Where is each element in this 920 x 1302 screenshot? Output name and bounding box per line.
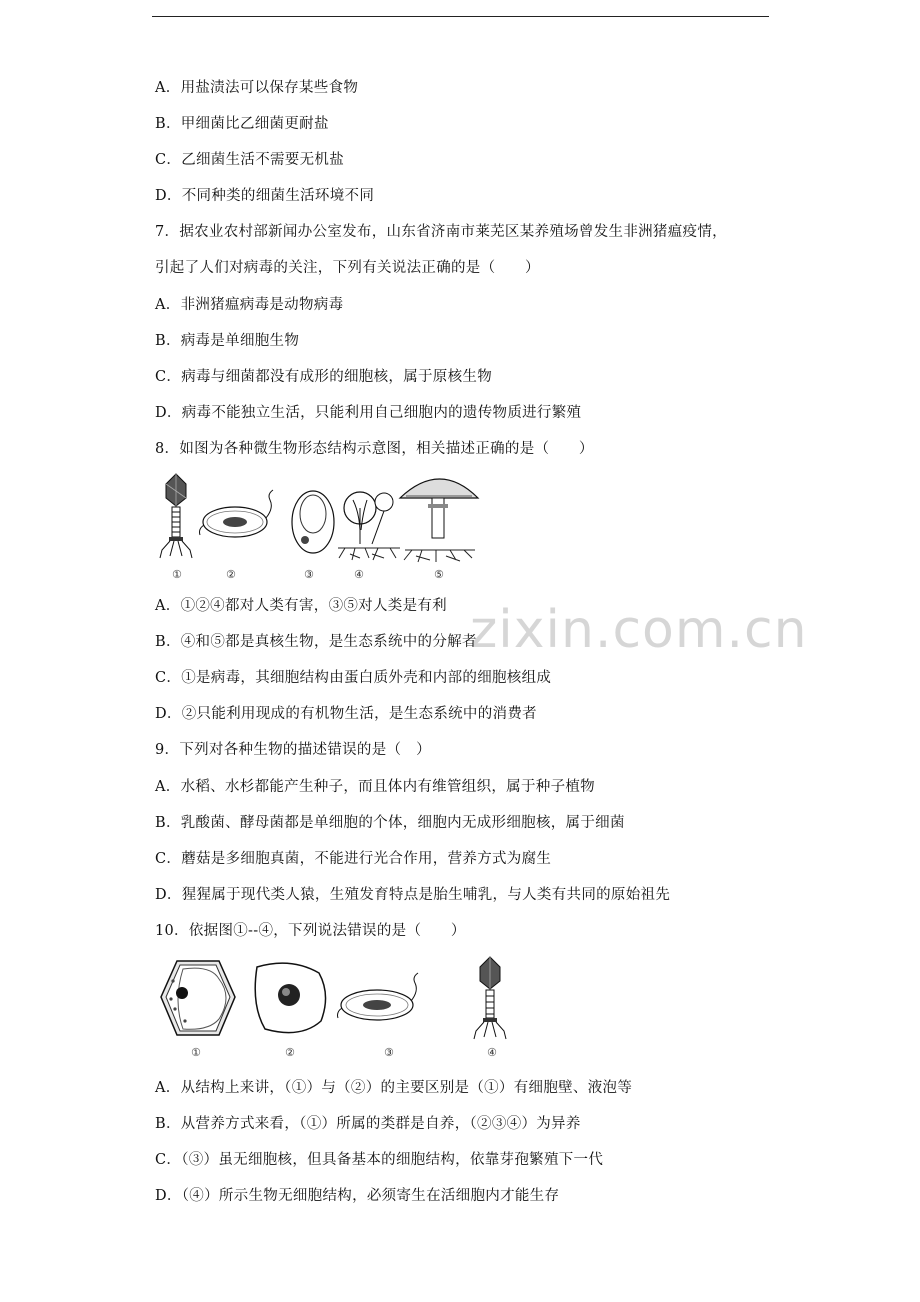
q7-option-c: C．病毒与细菌都没有成形的细胞核，属于原核生物 [155,369,492,385]
q7-stem-line1: 7．据农业农村部新闻办公室发布，山东省济南市莱芜区某养殖场曾发生非洲猪瘟疫情， [155,224,727,240]
q8-label-5: ⑤ [434,568,444,581]
q8-yeast-drawing [292,491,334,553]
q7-option-d: D．病毒不能独立生活，只能利用自己细胞内的遗传物质进行繁殖 [155,405,582,421]
q8-mold-drawing [338,492,400,560]
q7-stem-line2: 引起了人们对病毒的关注，下列有关说法正确的是（ ） [155,260,540,276]
q8-microorganism-figure [150,470,485,585]
q8-option-c: C．①是病毒，其细胞结构由蛋白质外壳和内部的细胞核组成 [155,670,552,686]
q10-cell-figure [155,955,520,1063]
q10-label-4: ④ [487,1046,497,1059]
q8-mushroom-drawing [400,479,478,562]
q8-virus-drawing [160,474,192,558]
watermark: zixin.com.cn [470,600,808,660]
header-rule [152,16,769,17]
q8-label-3: ③ [304,568,314,581]
q10-stem: 10．依据图①--④，下列说法错误的是（ ） [155,923,466,939]
q8-label-4: ④ [354,568,364,581]
q10-option-b: B．从营养方式来看，（①）所属的类群是自养，（②③④）为异养 [155,1116,581,1132]
q6-option-d: D．不同种类的细菌生活环境不同 [155,188,375,204]
q10-option-c: C．（③）虽无细胞核，但具备基本的细胞结构，依靠芽孢繁殖下一代 [155,1152,604,1168]
q9-option-a: A．水稻、水杉都能产生种子，而且体内有维管组织，属于种子植物 [155,779,595,795]
q10-option-a: A．从结构上来讲，（①）与（②）的主要区别是（①）有细胞壁、液泡等 [155,1080,633,1096]
q8-bacterium-drawing [200,490,274,537]
q9-option-d: D．猩猩属于现代类人猿，生殖发育特点是胎生哺乳，与人类有共同的原始祖先 [155,887,671,903]
q9-stem: 9．下列对各种生物的描述错误的是（ ） [155,742,431,758]
q9-option-b: B．乳酸菌、酵母菌都是单细胞的个体，细胞内无成形细胞核，属于细菌 [155,815,625,831]
q8-label-1: ① [172,568,182,581]
q10-label-1: ① [191,1046,201,1059]
q8-option-b: B．④和⑤都是真核生物，是生态系统中的分解者 [155,634,477,650]
q10-label-3: ③ [384,1046,394,1059]
q10-bacterium-drawing [338,973,419,1020]
q9-option-c: C．蘑菇是多细胞真菌，不能进行光合作用，营养方式为腐生 [155,851,552,867]
q8-option-a: A．①②④都对人类有害，③⑤对人类是有利 [155,598,447,614]
q7-option-b: B．病毒是单细胞生物 [155,333,300,349]
q6-option-a: A．用盐渍法可以保存某些食物 [155,80,359,96]
q10-animal-cell-drawing [255,963,325,1032]
q10-option-d: D．（④）所示生物无细胞结构，必须寄生在活细胞内才能生存 [155,1188,560,1204]
q6-option-b: B．甲细菌比乙细菌更耐盐 [155,116,329,132]
q8-label-2: ② [226,568,236,581]
q10-plant-cell-drawing [161,961,235,1035]
q8-stem: 8．如图为各种微生物形态结构示意图，相关描述正确的是（ ） [155,441,594,457]
q7-option-a: A．非洲猪瘟病毒是动物病毒 [155,297,344,313]
q10-virus-drawing [474,957,506,1039]
q6-option-c: C．乙细菌生活不需要无机盐 [155,152,344,168]
q8-option-d: D．②只能利用现成的有机物生活，是生态系统中的消费者 [155,706,537,722]
q10-label-2: ② [285,1046,295,1059]
